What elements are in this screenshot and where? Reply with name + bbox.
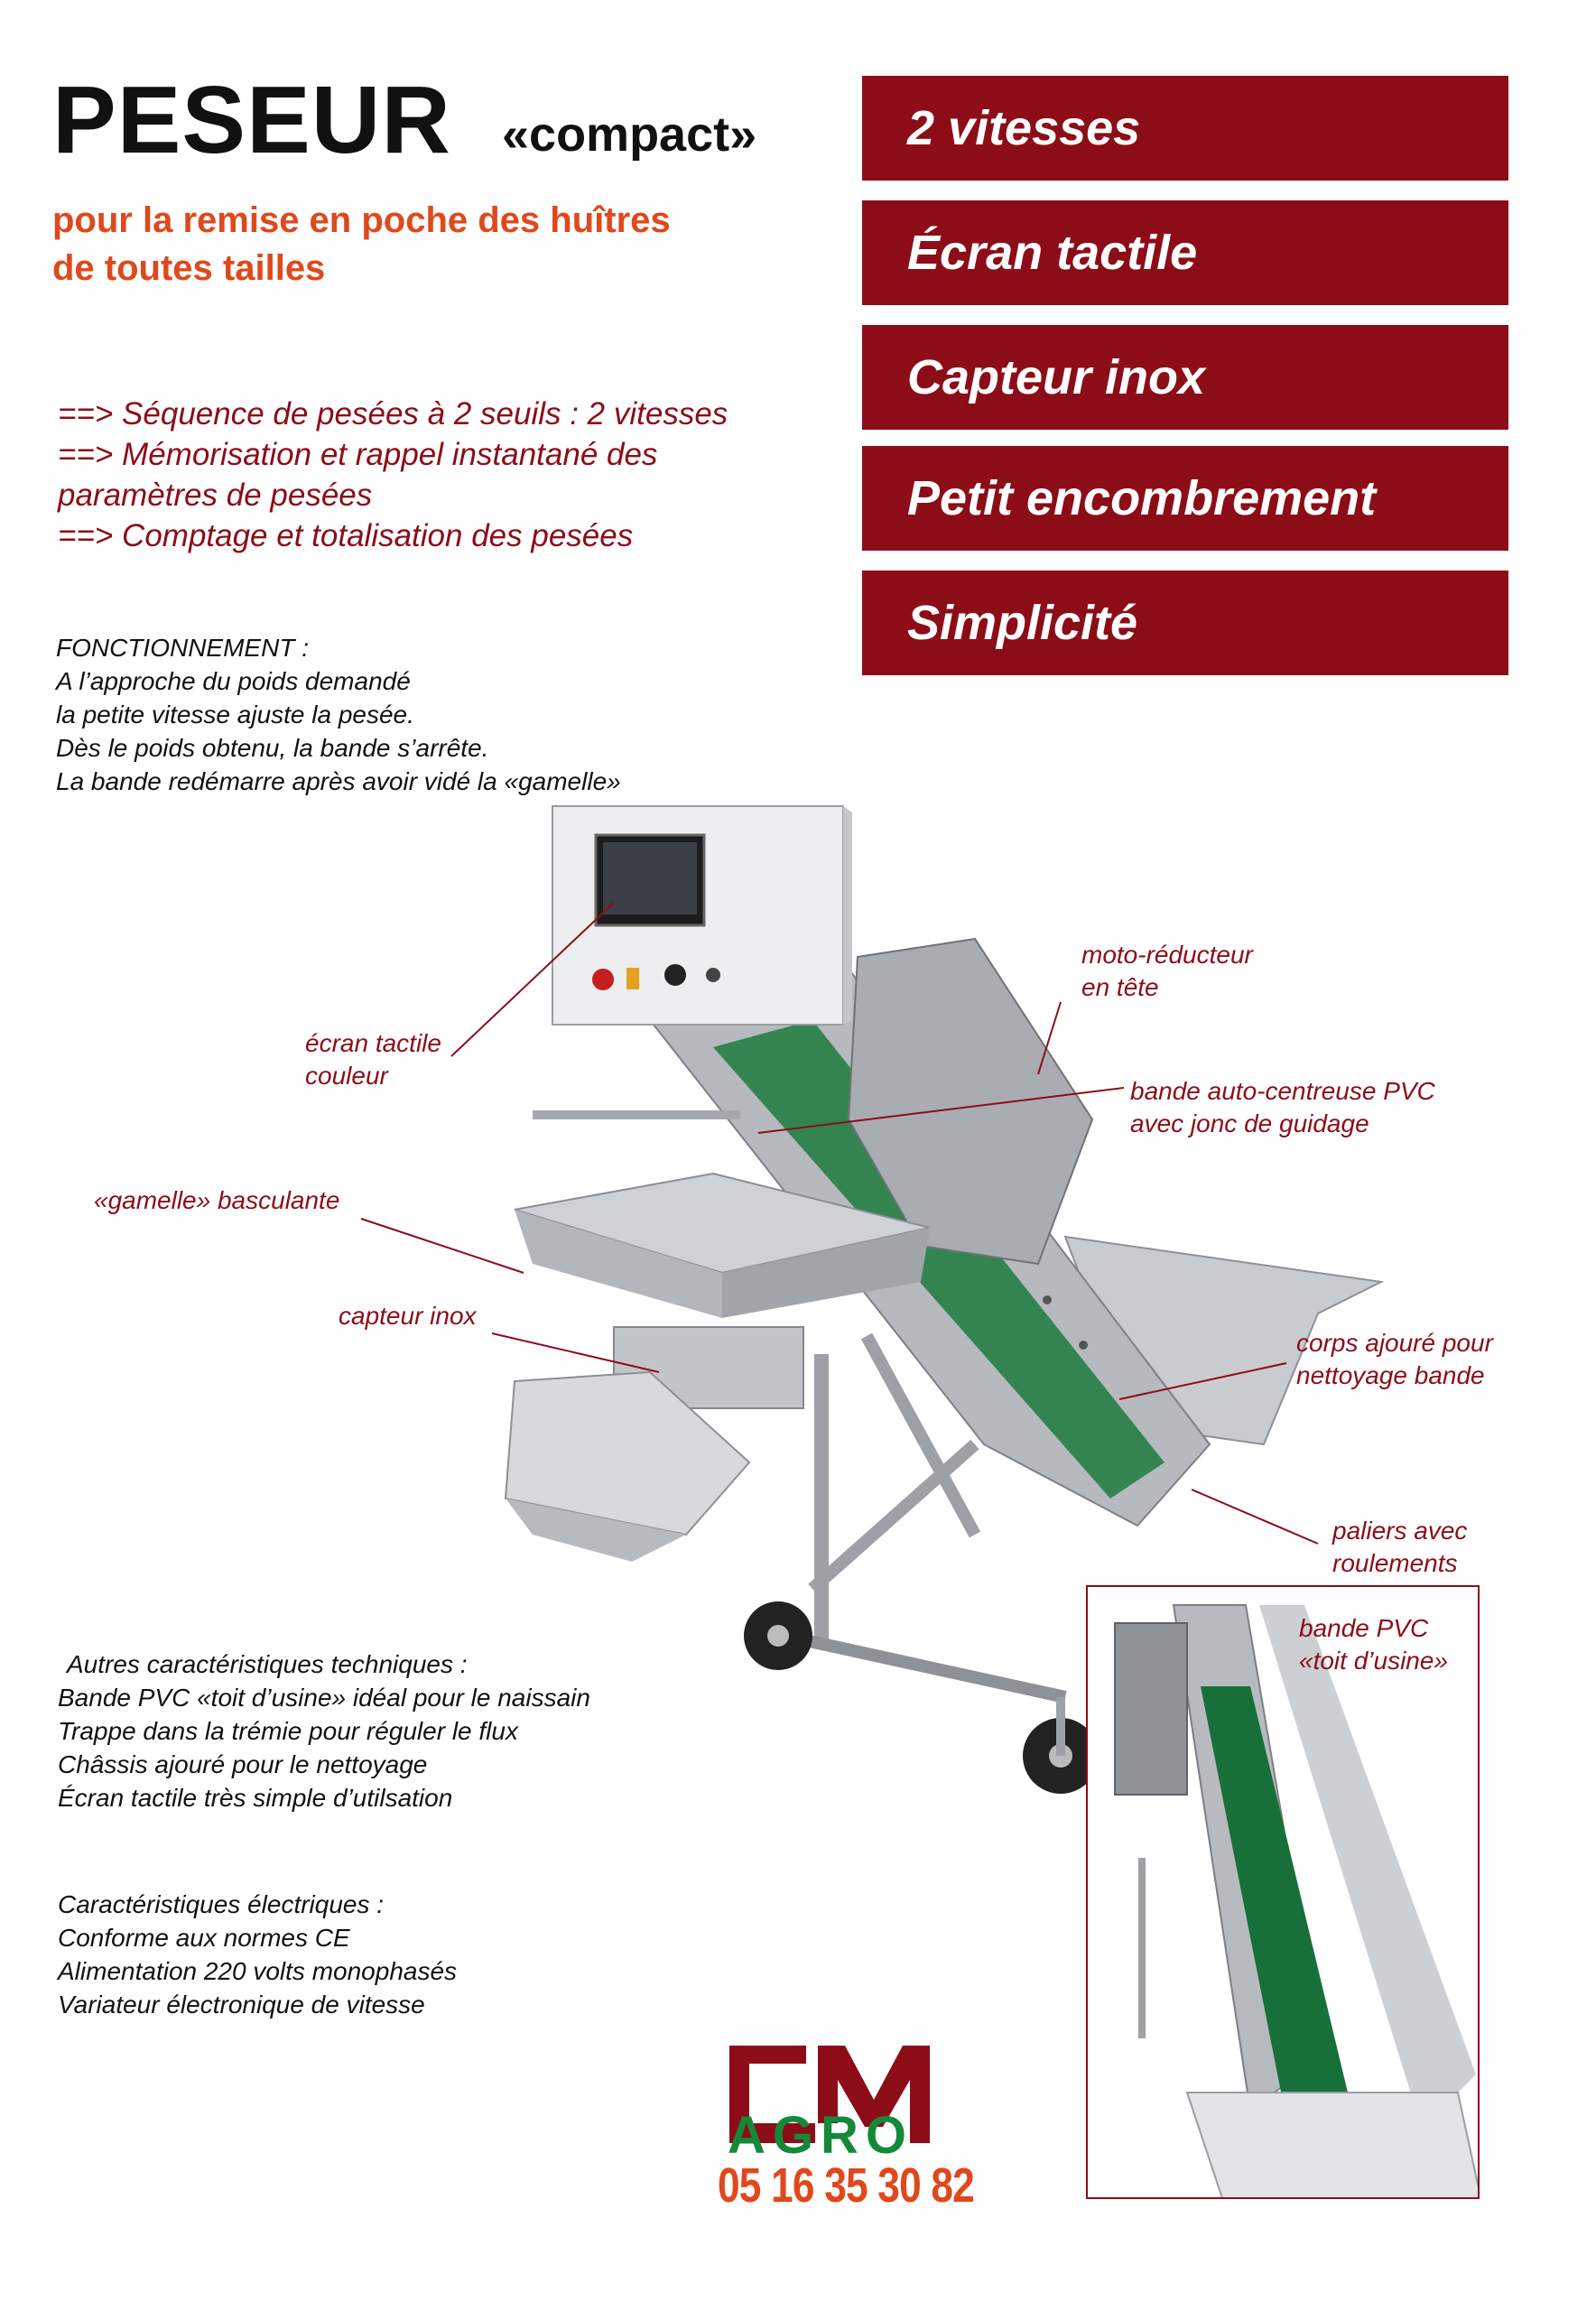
tech-line: Châssis ajouré pour le nettoyage xyxy=(58,1749,428,1778)
phone-number: 05 16 35 30 82 xyxy=(718,2158,975,2213)
electric-specs xyxy=(58,1889,457,2022)
control-switch xyxy=(626,968,639,989)
feature-label: Simplicité xyxy=(907,596,1138,650)
touch-screen-display xyxy=(603,842,697,914)
bullet-line: paramètres de pesées xyxy=(58,478,373,514)
callout-text: «toit d’usine» xyxy=(1299,1647,1449,1675)
callout-text: nettoyage bande xyxy=(1296,1361,1485,1390)
callout-corps xyxy=(1296,1327,1493,1393)
bullet-line: ==> Comptage et totalisation des pesées xyxy=(58,518,634,554)
callout-text: corps ajouré pour xyxy=(1296,1329,1493,1357)
callout-text: couleur xyxy=(305,1062,388,1091)
frame-axle xyxy=(776,1634,1065,1697)
tray-rail xyxy=(533,1110,740,1119)
callout-text: bande auto-centreuse PVC xyxy=(1130,1077,1435,1105)
callout-gamelle xyxy=(94,1184,339,1217)
subtitle-line: pour la remise en poche des huîtres xyxy=(52,200,671,240)
callout-text: paliers avec xyxy=(1332,1517,1468,1545)
control-box-side xyxy=(843,806,852,1025)
tech-specs xyxy=(58,1648,590,1815)
fonctionnement-line: A l’approche du poids demandé xyxy=(56,666,411,695)
callout-line xyxy=(1192,1490,1318,1544)
product-title-suffix: «compact» xyxy=(502,107,757,162)
feature-label: 2 vitesses xyxy=(907,101,1141,155)
electric-line: Alimentation 220 volts monophasés xyxy=(58,1956,458,1985)
inset-photo xyxy=(1086,1585,1480,2199)
callout-paliers xyxy=(1332,1515,1467,1581)
electric-line: Conforme aux normes CE xyxy=(58,1923,350,1952)
feature-label: Écran tactile xyxy=(907,226,1198,280)
callout-moto xyxy=(1081,939,1253,1005)
electric-line: Variateur électronique de vitesse xyxy=(58,1990,425,2019)
callout-text: moto-réducteur xyxy=(1081,941,1253,969)
callout-text: capteur inox xyxy=(339,1302,477,1330)
tech-line: Écran tactile très simple d’utilsation xyxy=(58,1783,453,1812)
callout-text: bande PVC xyxy=(1299,1614,1429,1642)
callout-text: en tête xyxy=(1081,973,1159,1002)
callout-text: avec jonc de guidage xyxy=(1130,1109,1369,1138)
body-hole xyxy=(1043,1295,1052,1304)
control-button xyxy=(706,968,720,982)
fonctionnement-heading: FONCTIONNEMENT : xyxy=(56,634,309,662)
callout-pvc xyxy=(1299,1612,1448,1678)
feature-label: Capteur inox xyxy=(907,350,1206,404)
electric-heading: Caractéristiques électriques : xyxy=(58,1890,385,1918)
frame-leg xyxy=(812,1444,975,1589)
tech-line: Bande PVC «toit d’usine» idéal pour le naissain xyxy=(58,1683,590,1712)
callout-bande xyxy=(1130,1075,1435,1141)
callout-line xyxy=(361,1219,524,1273)
callout-text: écran tactile xyxy=(305,1029,441,1057)
inset-illustration xyxy=(1088,1587,1480,2199)
callout-text: roulements xyxy=(1332,1549,1458,1578)
product-title: PESEUR xyxy=(52,67,451,173)
inset-hopper xyxy=(1187,2093,1480,2199)
tech-line: Trappe dans la trémie pour réguler le flux xyxy=(58,1716,518,1745)
callout-capteur xyxy=(339,1300,477,1332)
tech-heading: Autres caractéristiques techniques : xyxy=(67,1650,468,1678)
inset-motor xyxy=(1115,1623,1187,1795)
fonctionnement-line: la petite vitesse ajuste la pesée. xyxy=(56,700,414,729)
callout-text: «gamelle» basculante xyxy=(94,1186,340,1214)
emergency-stop xyxy=(592,969,614,990)
fonctionnement-line: Dès le poids obtenu, la bande s’arrête. xyxy=(56,733,489,762)
logo-agro-label: AGRO xyxy=(728,2106,914,2165)
bullet-line: ==> Séquence de pesées à 2 seuils : 2 vitesses xyxy=(58,396,728,432)
feature-label: Petit encombrement xyxy=(907,471,1377,525)
bullet-line: ==> Mémorisation et rappel instantané des xyxy=(58,437,658,473)
callout-ecran xyxy=(305,1027,441,1093)
subtitle-line: de toutes tailles xyxy=(52,247,326,288)
wheel-hub xyxy=(767,1625,789,1647)
body-hole xyxy=(1079,1341,1088,1350)
fonctionnement-line: La bande redémarre après avoir vidé la «gamelle» xyxy=(56,766,621,795)
control-knob xyxy=(664,964,686,986)
